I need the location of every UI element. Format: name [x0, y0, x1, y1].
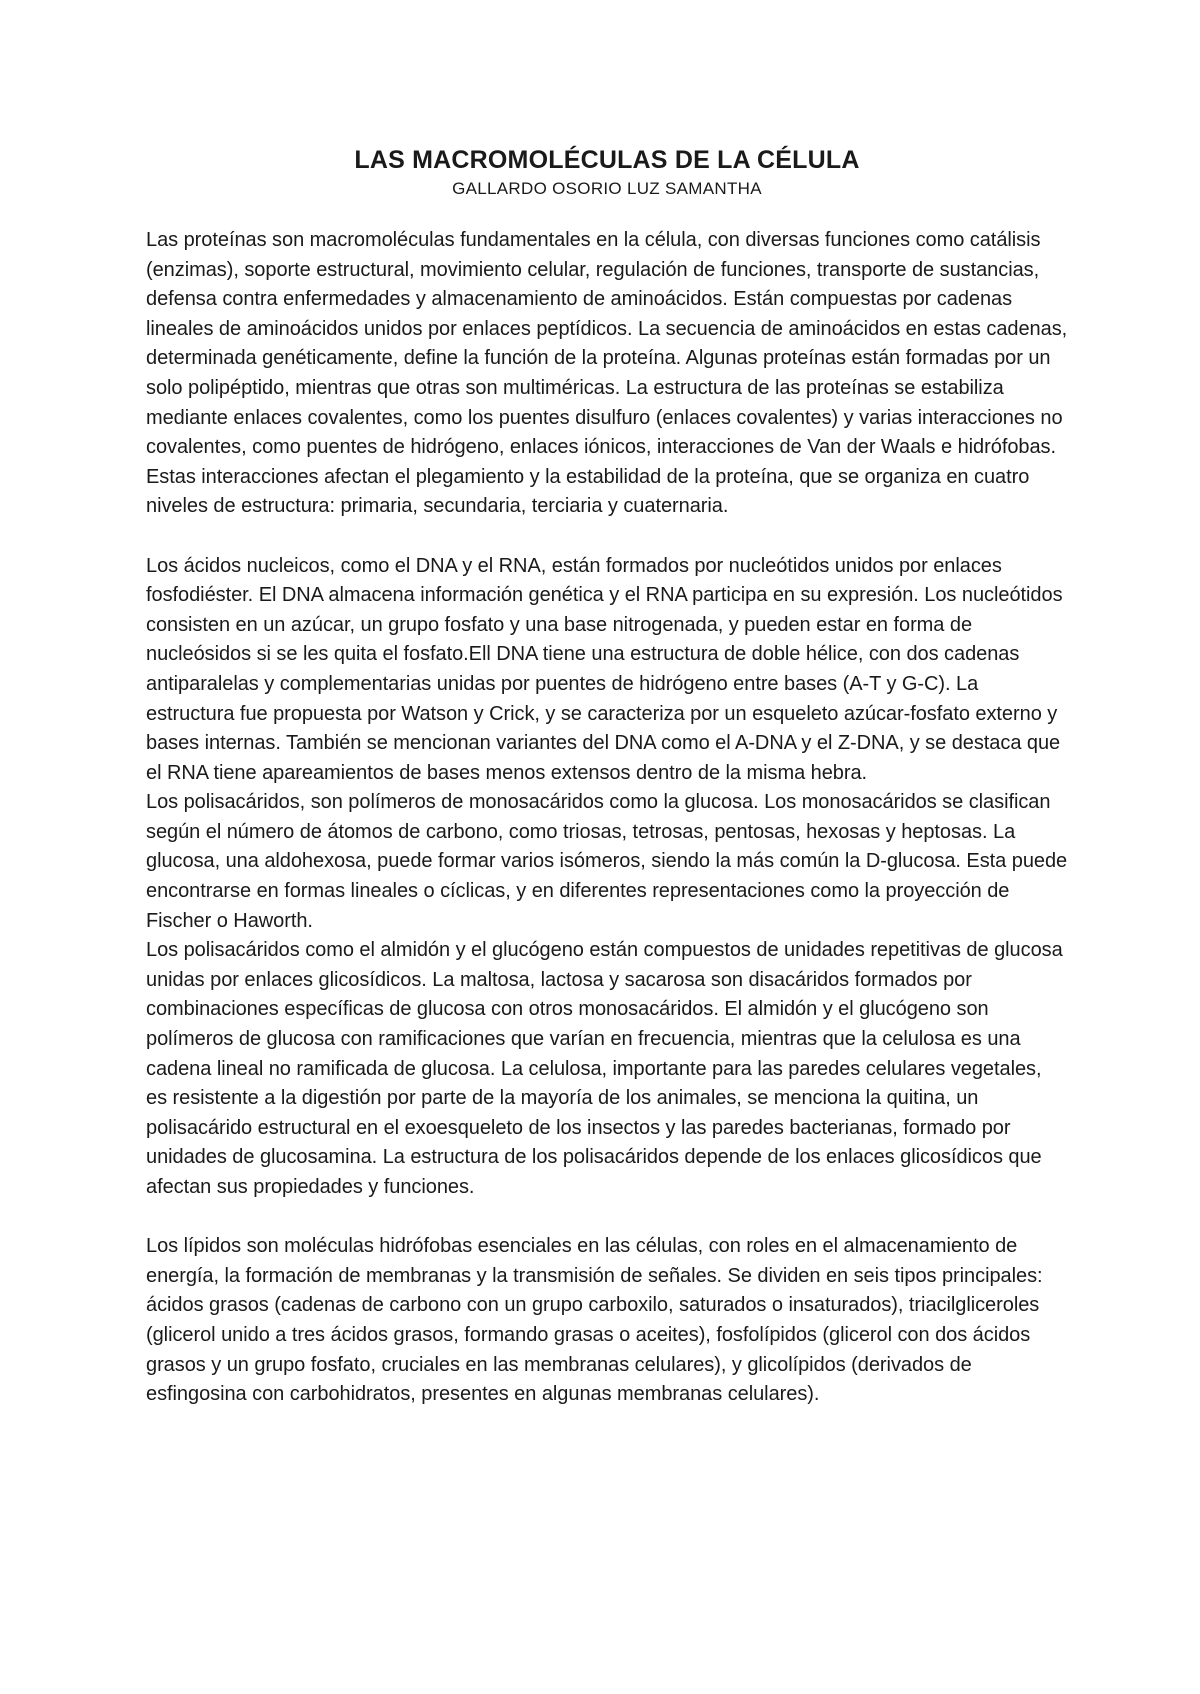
document-page — [146, 0, 1068, 1410]
paragraph-monosaccharides: Los polisacáridos, son polímeros de monosacáridos como la glucosa. Los monosacáridos se clasifican según el número de átomos de carbono, como triosas, tetrosas, pentosas, hexosas y heptosas. La glucosa, una aldohexosa, puede formar varios isómeros, siendo la más común la D-glucosa. Esta puede encontrarse en formas lineales o cíclicas, y en diferentes representaciones como la proyección de Fischer o Haworth. — [146, 791, 1068, 932]
paragraph-polysaccharides: Los polisacáridos como el almidón y el glucógeno están compuestos de unidades repetitivas de glucosa unidas por enlaces glicosídicos. La maltosa, lactosa y sacarosa son disacáridos formados por combinaciones específicas de glucosa con otros monosacáridos. El almidón y el glucógeno son polímeros de glucosa con ramificaciones que varían en frecuencia, mientras que la celulosa es una cadena lineal no ramificada de glucosa. La celulosa, importante para las paredes celulares vegetales, es resistente a la digestión por parte de la mayoría de los animales, se menciona la quitina, un polisacárido estructural en el exoesqueleto de los insectos y las paredes bacterianas, formado por unidades de glucosamina. La estructura de los polisacáridos depende de los enlaces glicosídicos que afectan sus propiedades y funciones. — [146, 939, 1063, 1198]
paragraph-nucleic-acids: Los ácidos nucleicos, como el DNA y el RNA, están formados por nucleótidos unidos por enlaces fosfodiéster. El DNA almacena información genética y el RNA participa en su expresión. Los nucleótidos consisten en un azúcar, un grupo fosfato y una base nitrogenada, y pueden estar en forma de nucleósidos si se les quita el fosfato.Ell DNA tiene una estructura de doble hélice, con dos cadenas antiparalelas y complementarias unidas por puentes de hidrógeno entre bases (A-T y G-C). La estructura fue propuesta por Watson y Crick, y se caracteriza por un esqueleto azúcar-fosfato externo y bases internas. También se mencionan variantes del DNA como el A-DNA y el Z-DNA, y se destaca que el RNA tiene apareamientos de bases menos extensos dentro de la misma hebra. — [146, 554, 1063, 784]
paragraph-spacer — [146, 1203, 1068, 1233]
document-body — [146, 226, 1068, 1410]
document-title: LAS MACROMOLÉCULAS DE LA CÉLULA — [354, 146, 860, 174]
paragraph-spacer — [146, 522, 1068, 552]
paragraph-lipids: Los lípidos son moléculas hidrófobas esenciales en las células, con roles en el almacenamiento de energía, la formación de membranas y la transmisión de señales. Se dividen en seis tipos principales: ácidos grasos (cadenas de carbono con un grupo carboxilo, saturados o insaturados), triacilgliceroles (glicerol unido a tres ácidos grasos, formando grasas o aceites), fosfolípidos (glicerol con dos ácidos grasos y un grupo fosfato, cruciales en las membranas celulares), y glicolípidos (derivados de esfingosina con carbohidratos, presentes en algunas membranas celulares). — [146, 1235, 1043, 1406]
paragraph-proteins: Las proteínas son macromoléculas fundamentales en la célula, con diversas funciones como catálisis (enzimas), soporte estructural, movimiento celular, regulación de funciones, transporte de sustancias, defensa contra enfermedades y almacenamiento de aminoácidos. Están compuestas por cadenas lineales de aminoácidos unidos por enlaces peptídicos. La secuencia de aminoácidos en estas cadenas, determinada genéticamente, define la función de la proteína. Algunas proteínas están formadas por un solo polipéptido, mientras que otras son multiméricas. La estructura de las proteínas se estabiliza mediante enlaces covalentes, como los puentes disulfuro (enlaces covalentes) y varias interacciones no covalentes, como puentes de hidrógeno, enlaces iónicos, interacciones de Van der Waals e hidrófobas. Estas interacciones afectan el plegamiento y la estabilidad de la proteína, que se organiza en cuatro niveles de estructura: primaria, secundaria, terciaria y cuaternaria. — [146, 229, 1068, 518]
document-author: GALLARDO OSORIO LUZ SAMANTHA — [452, 179, 762, 198]
